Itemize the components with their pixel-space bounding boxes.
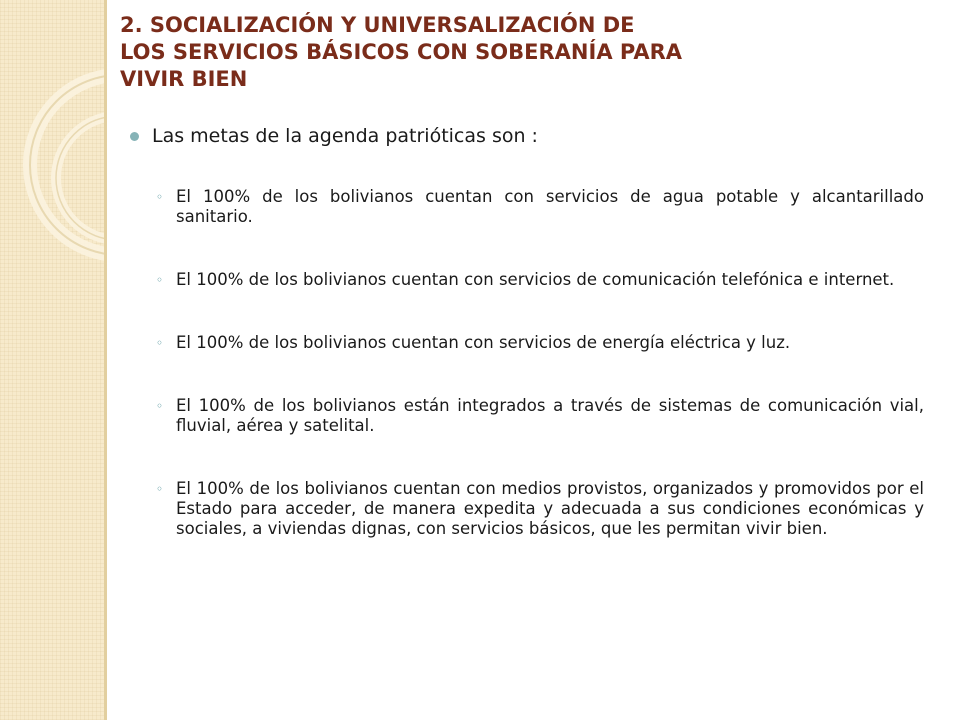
- ring-bullet-icon: ◦: [156, 273, 164, 287]
- list-item: [128, 333, 924, 353]
- slide-title: [120, 12, 920, 93]
- title-line-1: 2. SOCIALIZACIÓN Y UNIVERSALIZACIÓN DE: [120, 13, 635, 37]
- list-item: [128, 270, 924, 290]
- lead-text: Las metas de la agenda patrióticas son :: [152, 125, 538, 147]
- ring-bullet-icon: ◦: [156, 399, 164, 413]
- swirl-ornament: [0, 0, 104, 300]
- list-item: [128, 187, 924, 227]
- ring-bullet-icon: ◦: [156, 482, 164, 496]
- list-item: [128, 479, 924, 539]
- title-line-2: LOS SERVICIOS BÁSICOS CON SOBERANÍA PARA: [120, 40, 683, 64]
- lead-paragraph: [128, 124, 928, 148]
- round-bullet-icon: [130, 132, 139, 141]
- slide-body: [128, 124, 928, 582]
- list-item-text: El 100% de los bolivianos cuentan con servicios de agua potable y alcantarillado sanitario.: [176, 187, 924, 226]
- list-item-text: El 100% de los bolivianos cuentan con servicios de energía eléctrica y luz.: [176, 333, 791, 352]
- ring-bullet-icon: ◦: [156, 336, 164, 350]
- list-item-text: El 100% de los bolivianos cuentan con medios provistos, organizados y promovidos por el Estado para acceder, de manera expedita y adecuada a sus condiciones económicas y sociales, a viviendas dignas, con servicios básicos, que les permitan vivir bien.: [176, 479, 924, 538]
- side-panel-edge: [104, 0, 107, 720]
- title-line-3: VIVIR BIEN: [120, 67, 248, 91]
- ring-bullet-icon: ◦: [156, 190, 164, 204]
- goals-list: [128, 187, 928, 539]
- side-decoration-panel: [0, 0, 104, 720]
- list-item: [128, 396, 924, 436]
- list-item-text: El 100% de los bolivianos están integrados a través de sistemas de comunicación vial, fluvial, aérea y satelital.: [176, 396, 924, 435]
- list-item-text: El 100% de los bolivianos cuentan con servicios de comunicación telefónica e internet.: [176, 270, 895, 289]
